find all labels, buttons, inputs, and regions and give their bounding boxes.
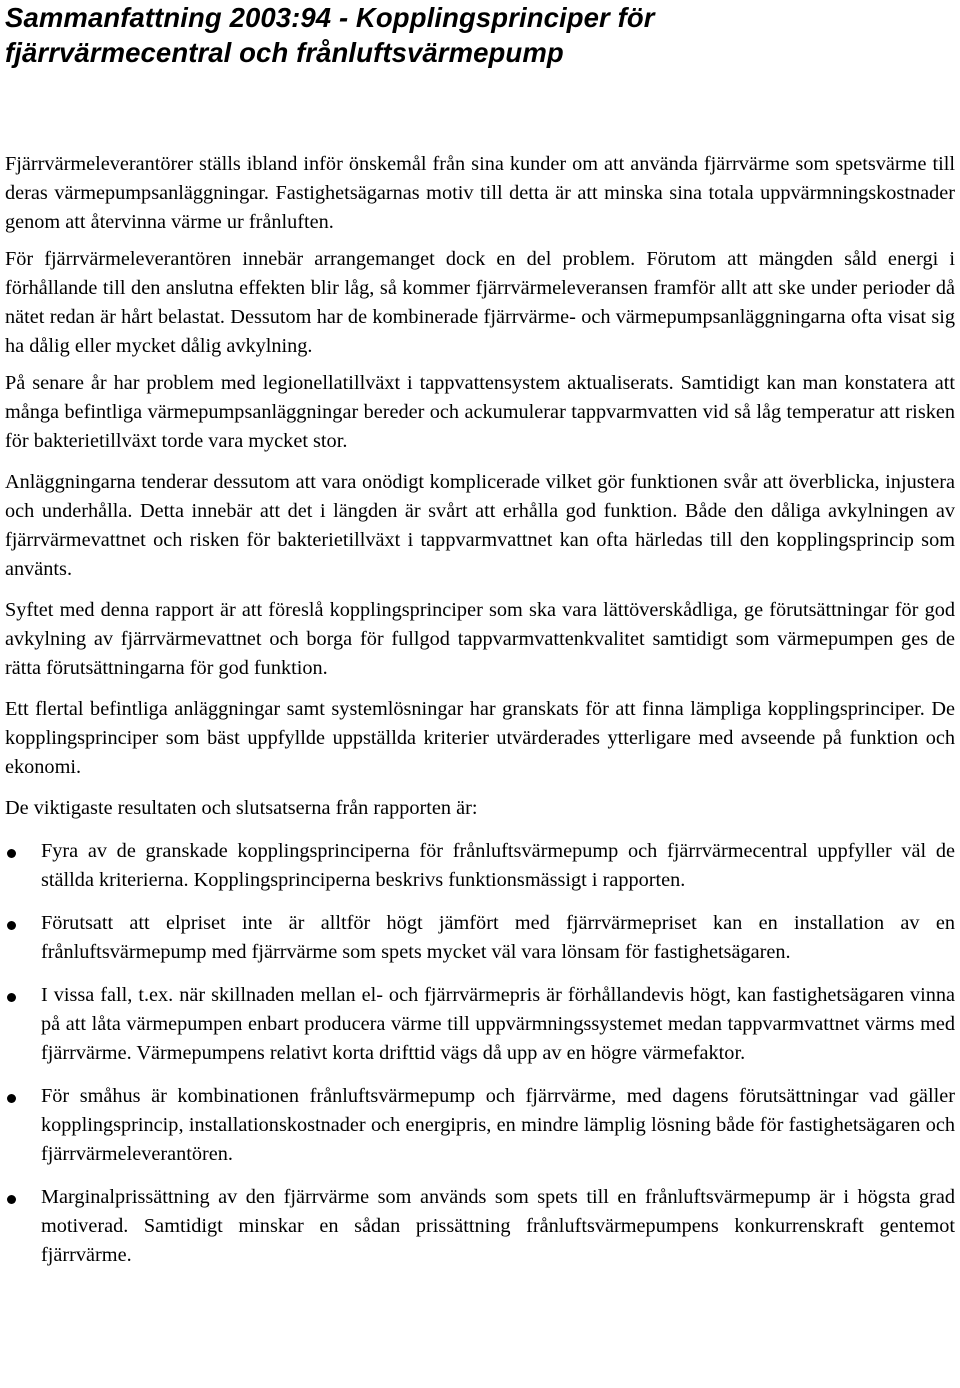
document-page xyxy=(5,0,955,1284)
list-item xyxy=(5,1183,955,1270)
paragraph-intro: Fjärrvärmeleverantörer ställs ibland inför önskemål från sina kunder om att använda fjärrvärme som spetsvärme till deras värmepumpsanläggningar. Fastighetsägarnas motiv till detta är att minska sina totala uppvärmningskostnader genom att återvinna värme ur frånluften. xyxy=(5,153,955,233)
list-item-text: För småhus är kombinationen frånluftsvärmepump och fjärrvärme, med dagens förutsättningar vad gäller kopplingsprincip, installationskostnader och energipris, en mindre lämplig lösning både för fastighetsägaren och fjärrvärmeleverantören. xyxy=(41,1085,955,1165)
list-item-text: Förutsatt att elpriset inte är alltför högt jämfört med fjärrvärmepriset kan en installation av en frånluftsvärmepump med fjärrvärme som spets mycket väl vara lönsam för fastighetsägaren. xyxy=(41,912,955,963)
paragraph-complexity: Anläggningarna tenderar dessutom att vara onödigt komplicerade vilket gör funktionen svår att överblicka, injustera och underhålla. Detta innebär att det i längden är svårt att erhålla god funktion. Både den dåliga avkylningen av fjärrvärmevattnet och risken för bakterietillväxt i tappvarmvattnet kan ofta härledas till den kopplingsprincip som använts. xyxy=(5,471,955,580)
paragraph-legionella: På senare år har problem med legionellatillväxt i tappvattensystem aktualiserats. Samtidigt kan man konstatera att många befintliga värmepumpsanläggningar bereder och ackumulerar tappvarmvatten vid så låg temperatur att risken för bakterietillväxt torde vara mycket stor. xyxy=(5,372,955,452)
list-item-text: I vissa fall, t.ex. när skillnaden mellan el- och fjärrvärmepris är förhållandevis högt, kan fastighetsägaren vinna på att låta värmepumpen enbart producera värme till uppvärmningssystemet medan tappvarmvattnet värms med fjärrvärme. Värmepumpens relativt korta drifttid vägs då upp av en högre värmefaktor. xyxy=(41,984,955,1064)
list-item-text: Marginalprissättning av den fjärrvärme som används som spets till en frånluftsvärmepump är i högsta grad motiverad. Samtidigt minskar en sådan prissättning frånluftsvärmepumpens konkurrenskraft gentemot fjärrvärme. xyxy=(41,1186,955,1266)
bullet-icon xyxy=(7,921,16,930)
paragraph-results-intro: De viktigaste resultaten och slutsatserna från rapporten är: xyxy=(5,797,478,819)
bullet-icon xyxy=(7,1094,16,1103)
title-line-1: Sammanfattning 2003:94 - Kopplingsprinciper för xyxy=(5,2,655,33)
document-title xyxy=(5,0,955,70)
list-item xyxy=(5,909,955,967)
bullet-icon xyxy=(7,849,16,858)
results-list xyxy=(5,837,955,1270)
bullet-icon xyxy=(7,1195,16,1204)
list-item-text: Fyra av de granskade kopplingsprinciperna för frånluftsvärmepump och fjärrvärmecentral uppfyller väl de ställda kriterierna. Kopplingsprinciperna beskrivs funktionsmässigt i rapporten. xyxy=(41,840,955,891)
list-item xyxy=(5,981,955,1068)
bullet-icon xyxy=(7,993,16,1002)
title-line-2: fjärrvärmecentral och frånluftsvärmepump xyxy=(5,37,564,68)
paragraph-review: Ett flertal befintliga anläggningar samt systemlösningar har granskats för att finna lämpliga kopplingsprinciper. De kopplingsprinciper som bäst uppfyllde uppställda kriterier utvärderades ytterligare med avseende på funktion och ekonomi. xyxy=(5,698,955,778)
list-item xyxy=(5,1082,955,1169)
paragraph-problems: För fjärrvärmeleverantören innebär arrangemanget dock en del problem. Förutom att mängden såld energi i förhållande till den anslutna effekten blir låg, så kommer fjärrvärmeleveransen framför allt att ske under perioder då nätet redan är hårt belastat. Dessutom har de kombinerade fjärrvärme- och värmepumpsanläggningarna ofta visat sig ha dålig eller mycket dålig avkylning. xyxy=(5,248,955,357)
paragraph-purpose: Syftet med denna rapport är att föreslå kopplingsprinciper som ska vara lättöverskådliga, ge förutsättningar för god avkylning av fjärrvärmevattnet och borga för fullgod tappvarmvattenkvalitet samtidigt som värmepumpen ges de rätta förutsättningarna för god funktion. xyxy=(5,599,955,679)
list-item xyxy=(5,837,955,895)
